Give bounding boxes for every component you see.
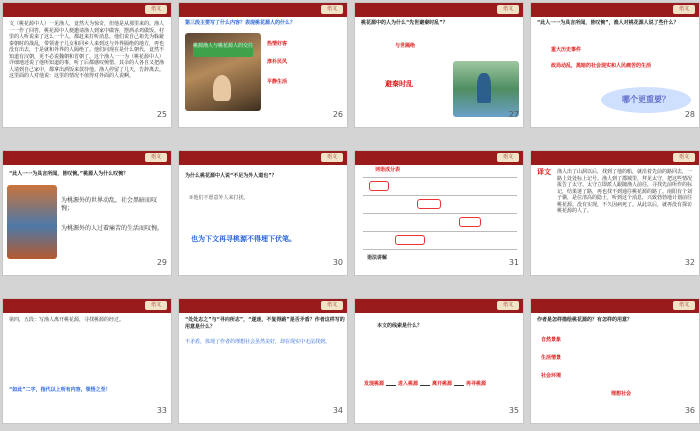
slide-body-text: 文（桃花源中人）一见渔人，竟然大为惊奇，但他是从那里来的。渔人一一作了回答，桃花源中人便邀请渔人到家中做客，摆酒杀鸡做饭。村里的人听说来了这么一个人，都赶来打听消息。他们说自己祖先为躲避秦朝时的战乱，带领妻子儿女和同乡人来到这与外界隔绝的地方，再也没有出去，于是就和外界的人隔绝了。他们问现在是什么朝代，竟然不知道有汉朝，更不必说魏朝和晋朝了。这个渔人一一为（桃花源中人）详细地述说了他所知道的事，听了后都感叹惋惜。其余的人各自又把渔人请到自己家中，都拿出酒饭来款待他。渔人停留了几天，告辞离去。这里面的人对他说：这里的情况不值得对外面的人说啊。 [9,21,165,79]
slide-number: 29 [156,258,167,267]
slide-thumbnail-26[interactable] [178,2,348,128]
highlight-box [459,217,481,227]
slide-header-bar [179,299,348,313]
slide-thumbnail-32[interactable] [530,150,700,276]
slide-number: 36 [684,406,695,415]
flow-step-2: 进入桃源 [397,381,418,387]
table-header: 词语成分表 [375,167,401,173]
slide-thumbnail-27[interactable] [354,2,524,128]
slide-question: “此人一一为具言所闻，皆叹惋。”桃源人为什么叹惋？ [9,171,129,177]
answer-1: 为桃源外的世界动乱，社会黑暗而叹惋； [61,197,158,212]
slide-thumbnail-33[interactable] [2,298,172,424]
slide-question: 第三段主要写了什么内容？表现桃花源人的什么？ [185,20,296,26]
slide-number: 31 [508,258,519,267]
flow-arrow [386,385,396,386]
logo-badge: 语文 [145,153,167,162]
slide-header-bar [3,3,172,17]
slide-header-bar [531,3,700,17]
slide-thumbnail-30[interactable] [178,150,348,276]
highlight-box [369,181,389,191]
slide-thumbnail-28[interactable] [530,2,700,128]
answer-1: 热情好客 [267,41,288,47]
flow-arrow [420,385,430,386]
slide-thumbnail-31[interactable] [354,150,524,276]
logo-badge: 语文 [145,5,167,14]
slide-thumbnail-34[interactable] [178,298,348,424]
answer-1: 与世隔绝 [395,43,416,49]
logo-badge: 语文 [321,153,343,162]
answer-3: 社会环境 [541,373,562,379]
answer-2: 政局动乱，黑暗的社会现实和人民痛苦的生活 [551,63,652,69]
slide-number: 35 [508,406,519,415]
flow-step-4: 再寻桃源 [465,381,486,387]
logo-badge: 语文 [497,5,519,14]
answer-1: 重大历史事件 [551,47,582,53]
slide-number: 26 [332,110,343,119]
answer-2: 生活情景 [541,355,562,361]
slide-question: “此人一一为具言所闻，皆叹惋”，渔人对桃花源人说了些什么？ [537,20,679,26]
highlight-box [395,235,425,245]
illustration-image [7,185,57,259]
answer-4: 理想社会 [611,391,632,397]
slide-number: 28 [684,110,695,119]
answer-1: ②他们不愿意外人来打扰。 [189,195,249,201]
slide-header-bar [179,151,348,165]
logo-badge: 语文 [145,301,167,310]
flow-step-3: 离开桃源 [431,381,452,387]
slide-number: 33 [156,406,167,415]
slide-header-bar [3,299,172,313]
answer-2: 为桃源外的人过着痛苦的生活而叹惋。 [61,225,164,232]
flow-arrow [454,385,464,386]
slide-number: 30 [332,258,343,267]
illustration-image [453,61,519,117]
slide-header-bar [355,299,524,313]
logo-badge: 语文 [497,153,519,162]
slide-question: “处处志之”与“寻向所志”，“遂迷，不复得路”是否矛盾？作者这样写的用意是什么？ [185,317,345,330]
slide-number: 32 [684,258,695,267]
answer-2: 也为下文再寻桃源不得埋下伏笔。 [191,235,296,243]
answer-3: 平静生活 [267,79,288,85]
slide-body-text: 第四，五段：写渔人离开桃花源，寻找桃源的经过。 [9,317,125,323]
logo-badge: 语文 [321,5,343,14]
answer-2: 避秦时乱 [385,80,413,88]
figure-shape [213,75,231,101]
logo-badge: 语文 [673,5,695,14]
slide-header-bar [179,3,348,17]
slide-question: 作者是怎样描绘桃花源的？有怎样的用意？ [537,317,633,323]
slide-header-bar [355,151,524,165]
question-bubble: 哪个更重要？ [601,87,691,113]
slide-sorter-grid [2,2,698,429]
image-caption: 桃源渔人与桃花源人的交往 [193,43,253,57]
highlight-box [417,199,441,209]
slide-answer: 不矛盾，体现了作者的理想社会虽然美好，却在现实中无法找到。 [185,339,331,345]
slide-thumbnail-36[interactable] [530,298,700,424]
slide-number: 25 [156,110,167,119]
flow-step-1: 发现桃源 [363,381,384,387]
logo-badge: 语文 [673,301,695,310]
table-footer: 语法讲解 [367,255,388,261]
slide-number: 27 [508,110,519,119]
slide-number: 34 [332,406,343,415]
logo-badge: 语文 [673,153,695,162]
logo-badge: 语文 [497,301,519,310]
slide-title: 译文 [537,168,551,176]
slide-body-text: 渔人出了山洞以后，找到了他的船，就沿着先前的路回去，一路上处处标上记号。渔人到了郡城里，拜见太守，把这些情况报告了太守。太守立即派人跟随渔人前往，寻找先前所作的标记，结果迷了路，再也找不到通往桃花源的路了。南阳有个刘子骥，是位清高的隐士，听到这个消息，兴致勃勃地计划前往桃花源。没有实现，不久因病死了。从此以后，就再没有探访桃花源的人了。 [557,169,693,214]
slide-thumbnail-35[interactable] [354,298,524,424]
slide-header-bar [355,3,524,17]
slide-thumbnail-29[interactable] [2,150,172,276]
answer-1: 自然景象 [541,337,562,343]
slide-header-bar [531,299,700,313]
slide-header-bar [531,151,700,165]
answer-2: 淳朴民风 [267,59,288,65]
logo-badge: 语文 [321,301,343,310]
slide-header-bar [3,151,172,165]
slide-question: “如此”二字，指代以上所有内容，领悟之至！ [9,387,111,393]
slide-question: 本文的线索是什么？ [377,323,423,329]
figure-shape [477,73,491,103]
slide-question: 为什么桃花源中人说“不足为外人道也”？ [185,173,277,179]
slide-question: 桃花源中的人为什么“先世避秦时乱”？ [361,20,448,26]
illustration-image [185,33,261,111]
slide-thumbnail-25[interactable] [2,2,172,128]
